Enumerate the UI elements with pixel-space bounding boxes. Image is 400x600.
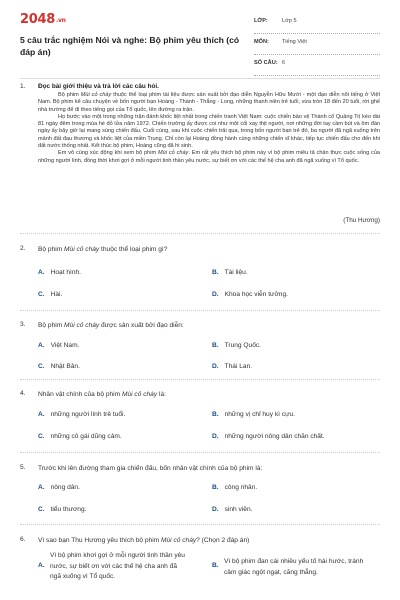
question-number: 4. xyxy=(20,390,26,397)
meta-value: 6 xyxy=(282,60,286,66)
question-divider xyxy=(20,379,380,380)
option-b[interactable]: B. Trung Quốc. xyxy=(212,342,261,349)
page-title: 5 câu trắc nghiệm Nói và nghe: Bộ phim yêu thích (có đáp án) xyxy=(20,35,240,57)
question-number: 1. xyxy=(20,83,26,90)
question-5 xyxy=(20,452,380,524)
option-letter: A. xyxy=(38,562,45,569)
movie-title: Mùi cỏ cháy xyxy=(64,322,100,329)
question-text: Trước khi lên đường tham gia chiến đấu, bốn nhân vật chính của bộ phim là: xyxy=(38,465,263,472)
option-b[interactable]: B. công nhân. xyxy=(212,484,258,491)
header-divider xyxy=(20,78,380,79)
site-logo[interactable] xyxy=(20,12,66,27)
option-a[interactable]: A. nông dân. xyxy=(38,484,80,491)
question-number: 3. xyxy=(20,321,26,328)
option-d[interactable]: D. những người nông dân chăn chất. xyxy=(212,433,325,440)
passage-author: (Thu Hương) xyxy=(343,217,380,224)
question-2 xyxy=(20,233,380,303)
option-d[interactable]: D. Khoa học viễn tưởng. xyxy=(212,291,288,298)
question-divider xyxy=(20,524,380,525)
question-6 xyxy=(20,524,380,600)
passage-paragraph: Em vô cùng xúc động khi xem bộ phim Mùi cỏ cháy. Em rất yêu thích bộ phim này vì bộ phim miêu tả chân thực cuộc sống của những người lính, đồng thời khơi gợi ở mỗi người tinh thần yêu nước, sự biết ơn với các thế hệ cha anh đã ngã xuống vì Tổ quốc. xyxy=(38,150,380,164)
movie-title: Mùi cỏ cháy xyxy=(121,391,158,398)
meta-label: LỚP: xyxy=(254,18,268,24)
option-a[interactable]: A. những người lính trẻ tuổi. xyxy=(38,411,126,418)
option-a[interactable]: A. Hoạt hình. xyxy=(38,269,82,276)
option-letter: B. xyxy=(212,562,219,569)
question-number: 6. xyxy=(20,536,26,543)
option-b[interactable]: B. Tài liệu. xyxy=(212,269,248,276)
meta-value: Tiếng Việt xyxy=(282,39,307,45)
option-c[interactable]: C. Hài. xyxy=(38,291,63,298)
option-text: Vì bộ phim khơi gợi ở mỗi người tinh thần yêu nước, sự biết ơn với các thế hệ cha anh đã ngã xuống vì Tổ quốc. xyxy=(50,552,185,580)
movie-title: Mùi cỏ cháy xyxy=(158,150,189,157)
option-a[interactable]: A. Việt Nam. xyxy=(38,342,80,349)
option-c[interactable]: C. Nhật Bản. xyxy=(38,363,80,370)
meta-box xyxy=(254,13,380,76)
question-3 xyxy=(20,310,380,380)
logo-text: 2048 xyxy=(20,12,55,27)
meta-row-subject xyxy=(254,34,380,55)
option-d[interactable]: D. Thái Lan. xyxy=(212,363,253,370)
question-heading: Đọc bài giới thiệu và trả lời các câu hỏi. xyxy=(38,83,159,90)
passage-paragraph: Bộ phim Mùi cỏ cháy thuộc thể loại phim tài liệu được sản xuất bởi đạo diễn Nguyễn Hữu Mười - một đạo diễn nổi tiếng ở Việt Nam. Bộ phim kể câu chuyện về bốn người bạn Hoàng - Thành - Thắng - Long, những thanh niên trẻ tuổi, vừa tròn 18 đến 20 tuổi, rời ghế nhà trường để đi theo tiếng gọi của Tổ quốc, lên đường ra trận. xyxy=(38,92,380,113)
option-a[interactable] xyxy=(38,551,188,583)
movie-title: Mùi cỏ cháy xyxy=(80,92,112,98)
question-divider xyxy=(20,310,380,311)
movie-title: Mùi cỏ cháy xyxy=(160,537,197,544)
question-number: 2. xyxy=(20,245,26,252)
question-divider xyxy=(20,452,380,453)
option-d[interactable]: D. sinh viên. xyxy=(212,506,253,513)
meta-row-class xyxy=(254,13,380,34)
option-c[interactable]: C. tiểu thương. xyxy=(38,506,87,513)
question-divider xyxy=(20,233,380,234)
meta-value: Lớp 5 xyxy=(282,18,297,24)
question-number: 5. xyxy=(20,464,26,471)
question-4 xyxy=(20,379,380,454)
meta-row-count xyxy=(254,55,380,76)
option-c[interactable]: C. những cô gái dũng cảm. xyxy=(38,433,122,440)
option-text: Vì bộ phim đan cài nhiều yếu tố hài hước, tránh cảm giác ngột ngạt, căng thẳng. xyxy=(224,558,364,576)
option-b[interactable] xyxy=(212,557,372,578)
movie-title: Mùi cỏ cháy xyxy=(64,246,100,253)
question-text: Nhân vật chính của bộ phim Mùi cỏ cháy là: xyxy=(38,391,166,398)
reading-passage xyxy=(38,92,380,165)
question-text: Vì sao bạn Thu Hương yêu thích bộ phim Mùi cỏ cháy? (Chọn 2 đáp án) xyxy=(38,537,250,544)
meta-label: MÔN: xyxy=(254,39,269,45)
meta-label: SỐ CÂU: xyxy=(254,60,278,66)
option-b[interactable]: B. những vị chỉ huy kì cựu. xyxy=(212,411,295,418)
logo-suffix: .vn xyxy=(55,17,66,24)
question-text: Bộ phim Mùi cỏ cháy được sản xuất bởi đạo diễn: xyxy=(38,322,184,329)
question-text: Bộ phim Mùi cỏ cháy thuộc thể loại phim gì? xyxy=(38,246,168,253)
passage-paragraph: Họ bước vào một trong những trận đánh khốc liệt nhất trong chiến tranh Việt Nam: cuộc chiến bảo vệ Thành cổ Quảng Trị kéo dài 81 ngày đêm trong mùa hè đỏ lửa năm 1972. Chiến trường ấy được coi như một cối xay thịt người, nơi những đời tay cầm bút và ôm đàn ngày ấy bây giờ lại mang súng chiến đấu. Cuối cùng, sau khi cuộc chiến trải qua, trong bốn người bạn trẻ đó, ba người đã ngã xuống trên mảnh đất đau thương và khốc liệt của miền Trung. Chỉ còn lại Hoàng đồng hành cùng những chiến sĩ khác, tiếp tục chiến đấu cho đến khi đất nước thống nhất. Kết thúc bộ phim, Hoàng cũng đã hi sinh. xyxy=(38,113,380,150)
